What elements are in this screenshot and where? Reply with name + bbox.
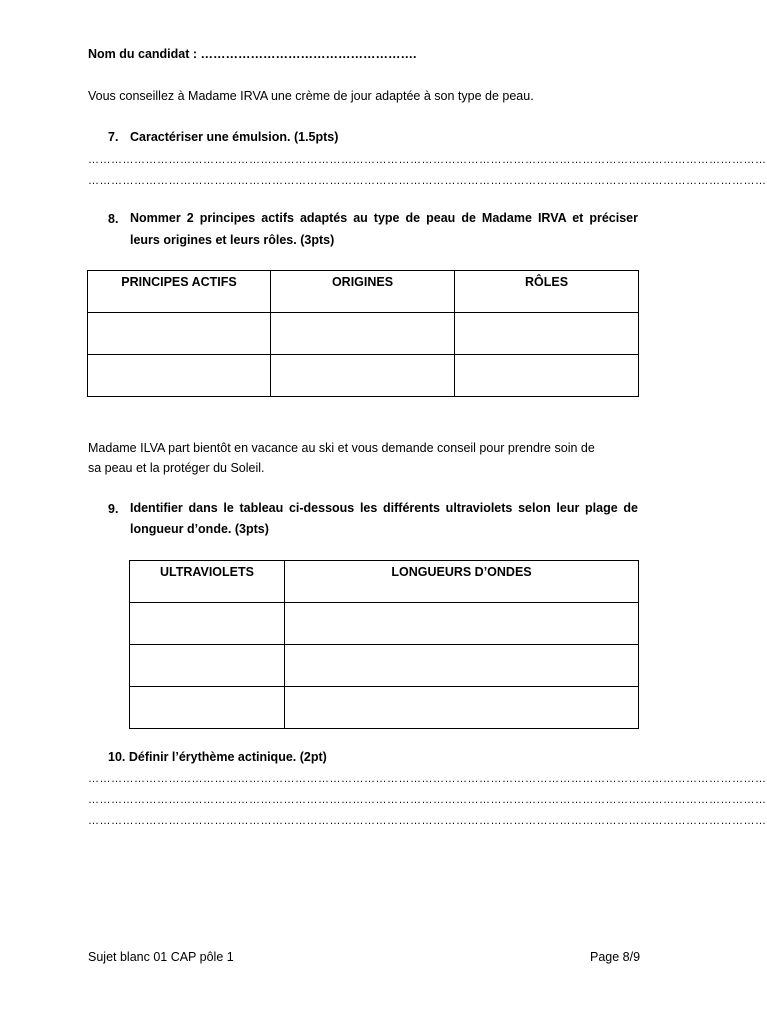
answer-line[interactable]: ……………………………………………………………………………………………………………………………………………………………: [88, 154, 767, 166]
question-7-number: 7.: [108, 130, 119, 144]
table-row: [88, 355, 639, 397]
header-longueurs-d-ondes: LONGUEURS D’ONDES: [285, 561, 639, 603]
header-principes-actifs: PRINCIPES ACTIFS: [88, 271, 271, 313]
table-row: [88, 313, 639, 355]
table-cell[interactable]: [285, 687, 639, 729]
active-ingredients-table: [87, 270, 639, 397]
table-cell[interactable]: [130, 603, 285, 645]
header-roles: RÔLES: [455, 271, 639, 313]
answer-line[interactable]: ……………………………………………………………………………………………………………………………………………………………: [88, 773, 767, 785]
table-cell[interactable]: [130, 645, 285, 687]
table-row: [130, 603, 639, 645]
table-cell[interactable]: [271, 313, 455, 355]
table-cell[interactable]: [285, 603, 639, 645]
question-10-text: 10. Définir l’érythème actinique. (2pt): [108, 750, 327, 764]
table-cell[interactable]: [455, 355, 639, 397]
table-cell[interactable]: [130, 687, 285, 729]
table-header-row: [130, 561, 639, 603]
header-ultraviolets: ULTRAVIOLETS: [130, 561, 285, 603]
question-8-number: 8.: [108, 212, 119, 226]
table-cell[interactable]: [271, 355, 455, 397]
question-9-number: 9.: [108, 502, 119, 516]
intro-paragraph-2-line-1: Madame ILVA part bientôt en vacance au ski et vous demande conseil pour prendre soin de: [88, 441, 595, 455]
table-row: [130, 687, 639, 729]
answer-line[interactable]: ……………………………………………………………………………………………………………………………………………………………: [88, 175, 767, 187]
table-cell[interactable]: [88, 313, 271, 355]
footer-page-number: Page 8/9: [590, 950, 641, 964]
table-cell[interactable]: [285, 645, 639, 687]
answer-line[interactable]: ……………………………………………………………………………………………………………………………………………………………: [88, 794, 767, 806]
question-7-text: Caractériser une émulsion. (1.5pts): [130, 130, 339, 144]
footer-document-title: Sujet blanc 01 CAP pôle 1: [88, 950, 234, 964]
ultraviolets-table: [129, 560, 639, 729]
candidate-name-line: Nom du candidat : …………………………………………….: [88, 47, 417, 61]
table-cell[interactable]: [455, 313, 639, 355]
table-row: [130, 645, 639, 687]
question-8-text-line-2: leurs origines et leurs rôles. (3pts): [130, 233, 335, 247]
table-header-row: [88, 271, 639, 313]
table-cell[interactable]: [88, 355, 271, 397]
header-origines: ORIGINES: [271, 271, 455, 313]
question-9-text-line-2: longueur d’onde. (3pts): [130, 522, 269, 536]
intro-paragraph-2-line-2: sa peau et la protéger du Soleil.: [88, 461, 265, 475]
intro-paragraph-1: Vous conseillez à Madame IRVA une crème de jour adaptée à son type de peau.: [88, 89, 534, 103]
question-8-text-line-1: Nommer 2 principes actifs adaptés au type de peau de Madame IRVA et préciser: [130, 211, 638, 225]
question-9-text-line-1: Identifier dans le tableau ci-dessous les différents ultraviolets selon leur plage de: [130, 501, 638, 515]
answer-line[interactable]: ……………………………………………………………………………………………………………………………………………………………: [88, 815, 767, 827]
